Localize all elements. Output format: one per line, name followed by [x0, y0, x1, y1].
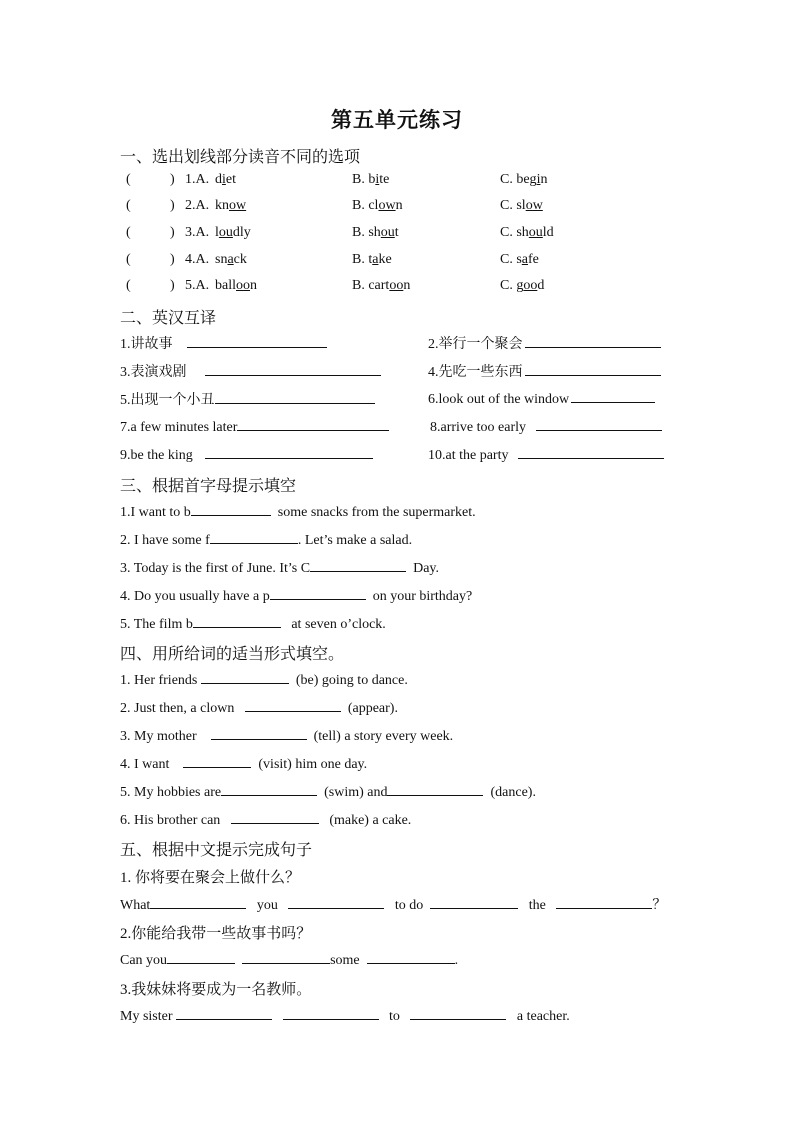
- answer-blank[interactable]: [310, 558, 406, 572]
- answer-blank[interactable]: [556, 895, 652, 909]
- answer-blank[interactable]: [288, 895, 384, 909]
- answer-blank[interactable]: [221, 782, 317, 796]
- page-title: 第五单元练习: [331, 108, 463, 132]
- answer-blank[interactable]: [191, 502, 271, 516]
- underlined-letters: i: [375, 172, 380, 187]
- option-b: B. clown: [352, 198, 403, 213]
- answer-blank[interactable]: [176, 1006, 272, 1020]
- underlined-letters: i: [536, 172, 541, 187]
- answer-bracket-open[interactable]: (: [126, 225, 131, 240]
- form-item-6: 6. His brother can (make) a cake.: [120, 810, 411, 829]
- answer-1: What you to do the ？: [120, 894, 666, 914]
- answer-blank[interactable]: [183, 754, 251, 768]
- answer-bracket-close: ): [170, 198, 175, 213]
- translation-item-5: 5.出现一个小丑: [120, 389, 375, 409]
- answer-blank[interactable]: [525, 362, 661, 376]
- answer-blank[interactable]: [242, 950, 330, 964]
- option-a: snack: [215, 252, 247, 267]
- underlined-letters: oo: [523, 278, 538, 293]
- underlined-letters: ow: [378, 198, 396, 213]
- answer-bracket-close: ): [170, 252, 175, 267]
- item-number: 3.A.: [185, 225, 210, 240]
- answer-blank[interactable]: [518, 445, 664, 459]
- underlined-letters: ou: [218, 225, 233, 240]
- answer-blank[interactable]: [367, 950, 455, 964]
- translation-item-7: 7.a few minutes later: [120, 417, 389, 436]
- answer-bracket-open[interactable]: (: [126, 252, 131, 267]
- question-2-chinese: 2.你能给我带一些故事书吗？: [120, 926, 312, 942]
- option-c: C. slow: [500, 198, 543, 213]
- section-3-heading: 三、根据首字母提示填空: [120, 478, 297, 495]
- answer-blank[interactable]: [210, 530, 298, 544]
- underlined-letters: a: [521, 252, 529, 267]
- underlined-letters: ou: [380, 225, 395, 240]
- answer-blank[interactable]: [187, 334, 327, 348]
- question-1-chinese: 1. 你将要在聚会上做什么？: [120, 870, 301, 886]
- underlined-letters: ou: [528, 225, 543, 240]
- answer-blank[interactable]: [201, 670, 289, 684]
- answer-blank[interactable]: [387, 782, 483, 796]
- fill-item-2: 2. I have some f . Let’s make a salad.: [120, 530, 412, 549]
- form-item-4: 4. I want (visit) him one day.: [120, 754, 367, 773]
- answer-blank[interactable]: [205, 445, 373, 459]
- option-c: C. good: [500, 278, 545, 293]
- fill-item-1: 1.I want to b some snacks from the supermarket.: [120, 502, 476, 521]
- translation-item-1: 1.讲故事: [120, 333, 327, 353]
- item-number: 4.A.: [185, 252, 210, 267]
- answer-bracket-close: ): [170, 278, 175, 293]
- answer-2: Can you some .: [120, 950, 458, 969]
- answer-blank[interactable]: [231, 810, 319, 824]
- form-item-1: 1. Her friends (be) going to dance.: [120, 670, 408, 689]
- option-b: B. cartoon: [352, 278, 411, 293]
- option-b: B. bite: [352, 172, 390, 187]
- underlined-letters: a: [372, 252, 379, 267]
- section-1-heading: 一、选出划线部分读音不同的选项: [120, 149, 361, 166]
- answer-blank[interactable]: [245, 698, 341, 712]
- option-c: C. should: [500, 225, 554, 240]
- underlined-letters: a: [227, 252, 234, 267]
- translation-item-3: 3.表演戏剧: [120, 361, 381, 381]
- answer-blank[interactable]: [430, 895, 518, 909]
- option-b: B. take: [352, 252, 392, 267]
- translation-item-8: 8.arrive too early: [430, 417, 662, 436]
- underlined-letters: oo: [236, 278, 250, 293]
- option-a: diet: [215, 172, 236, 187]
- answer-blank[interactable]: [150, 895, 246, 909]
- option-a: loudly: [215, 225, 251, 240]
- option-a: know: [215, 198, 247, 213]
- translation-item-4: 4.先吃一些东西: [428, 361, 661, 381]
- option-a: balloon: [215, 278, 257, 293]
- translation-item-6: 6.look out of the window: [428, 389, 655, 408]
- answer-blank[interactable]: [215, 390, 375, 404]
- answer-blank[interactable]: [525, 334, 661, 348]
- answer-blank[interactable]: [571, 389, 655, 403]
- underlined-letters: ow: [229, 198, 247, 213]
- question-3-chinese: 3.我妹妹将要成为一名教师。: [120, 982, 312, 998]
- item-number: 2.A.: [185, 198, 210, 213]
- translation-item-2: 2.举行一个聚会: [428, 333, 661, 353]
- answer-blank[interactable]: [193, 614, 281, 628]
- answer-blank[interactable]: [237, 417, 389, 431]
- answer-bracket-close: ): [170, 172, 175, 187]
- answer-bracket-close: ): [170, 225, 175, 240]
- item-number: 5.A.: [185, 278, 210, 293]
- fill-item-4: 4. Do you usually have a p on your birthday?: [120, 586, 472, 605]
- answer-blank[interactable]: [167, 950, 235, 964]
- answer-bracket-open[interactable]: (: [126, 278, 131, 293]
- underlined-letters: i: [222, 172, 226, 187]
- option-c: C. safe: [500, 252, 539, 267]
- item-number: 1.A.: [185, 172, 210, 187]
- answer-blank[interactable]: [536, 417, 662, 431]
- answer-bracket-open[interactable]: (: [126, 198, 131, 213]
- fill-item-3: 3. Today is the first of June. It’s C Day.: [120, 558, 439, 577]
- answer-blank[interactable]: [211, 726, 307, 740]
- translation-item-10: 10.at the party: [428, 445, 664, 464]
- option-b: B. shout: [352, 225, 399, 240]
- option-c: C. begin: [500, 172, 548, 187]
- section-5-heading: 五、根据中文提示完成句子: [120, 842, 313, 859]
- form-item-3: 3. My mother (tell) a story every week.: [120, 726, 453, 745]
- section-2-heading: 二、英汉互译: [120, 310, 217, 327]
- underlined-letters: ow: [525, 198, 543, 213]
- form-item-2: 2. Just then, a clown (appear).: [120, 698, 398, 717]
- section-4-heading: 四、用所给词的适当形式填空。: [120, 646, 345, 663]
- answer-blank[interactable]: [205, 362, 381, 376]
- underlined-letters: oo: [389, 278, 404, 293]
- answer-3: My sister to a teacher.: [120, 1006, 570, 1025]
- fill-item-5: 5. The film b at seven o’clock.: [120, 614, 386, 633]
- answer-bracket-open[interactable]: (: [126, 172, 131, 187]
- form-item-5: 5. My hobbies are (swim) and (dance).: [120, 782, 536, 801]
- answer-blank[interactable]: [283, 1006, 379, 1020]
- answer-blank[interactable]: [410, 1006, 506, 1020]
- translation-item-9: 9.be the king: [120, 445, 373, 464]
- answer-blank[interactable]: [270, 586, 366, 600]
